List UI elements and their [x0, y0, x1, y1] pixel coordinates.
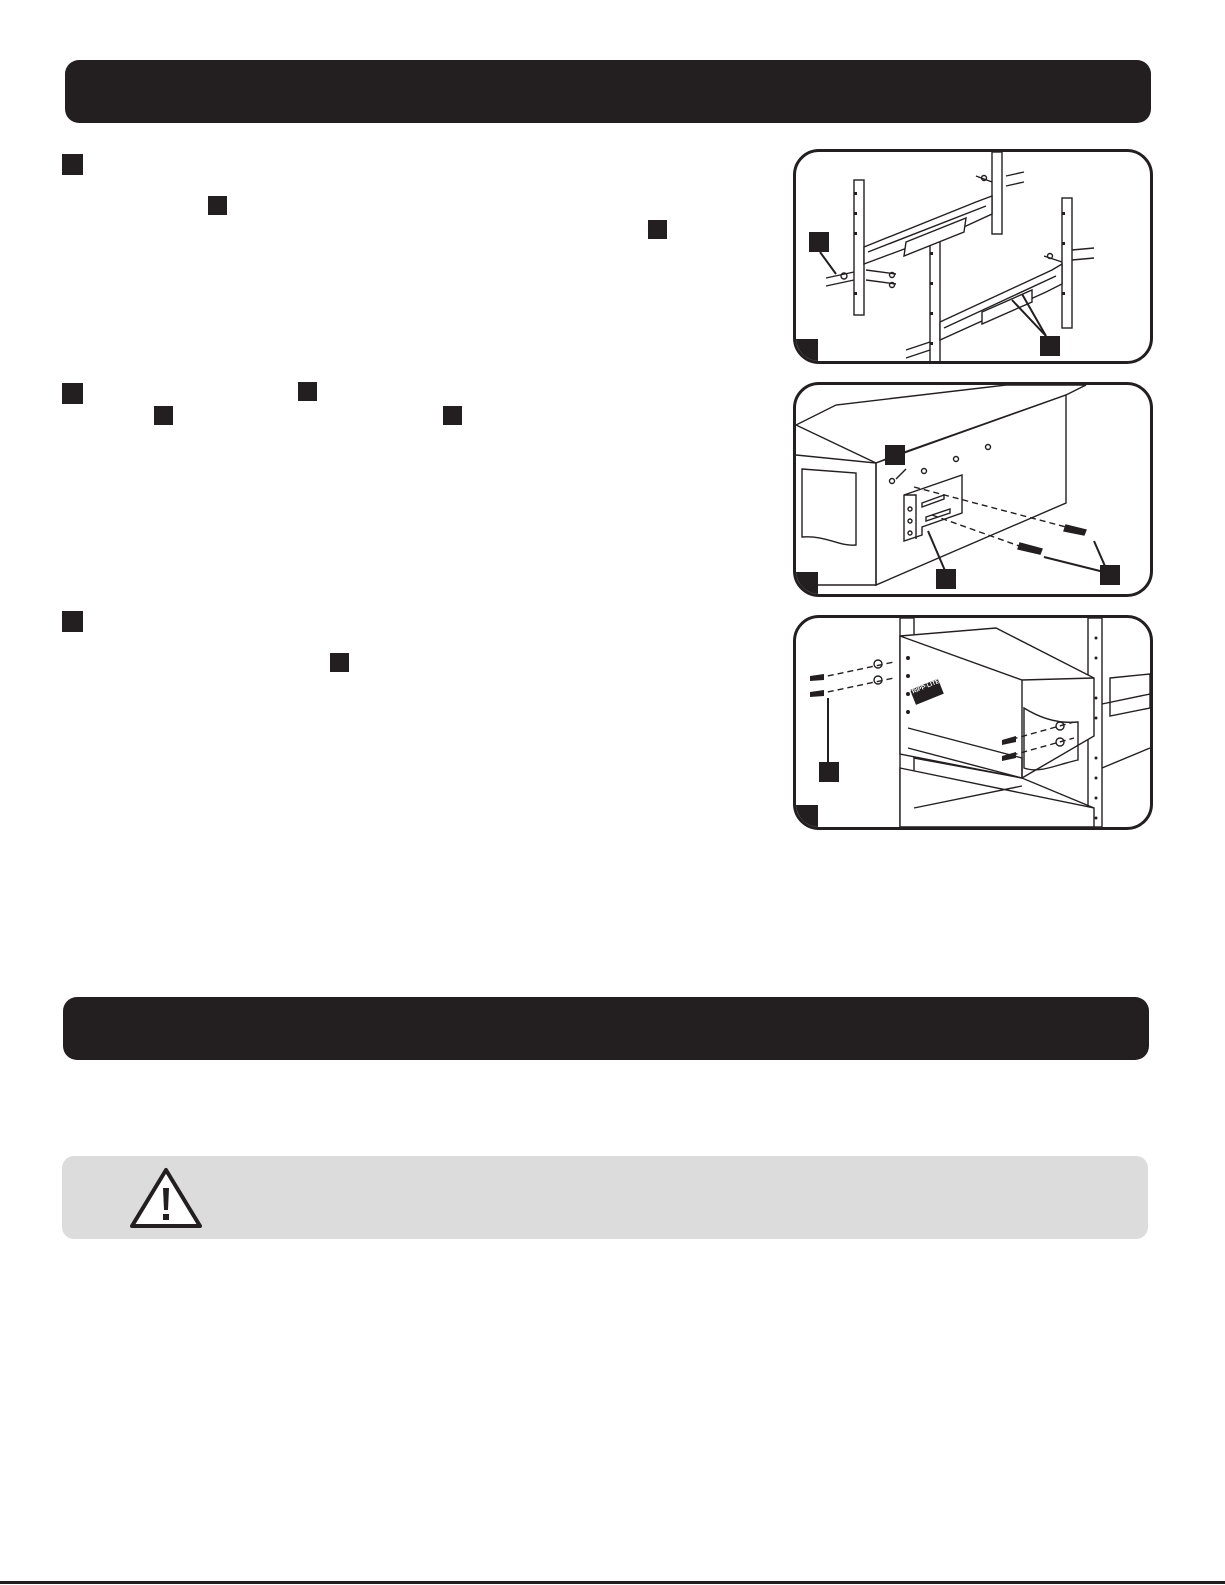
step-1-inline-marker-a — [208, 196, 227, 215]
bracket-attach-illustration — [796, 385, 1150, 594]
bottom-banner — [63, 997, 1149, 1060]
rack-mount-illustration — [796, 618, 1150, 827]
warning-box — [62, 1156, 1148, 1239]
figure-rack-mount — [793, 615, 1153, 830]
tripp-lite-logo: TRIPP·LITE — [908, 678, 941, 697]
step-2-inline-marker-b — [154, 406, 173, 425]
figure-3-callout-a — [819, 762, 839, 782]
step-1-marker — [62, 154, 83, 175]
step-1-inline-marker-b — [648, 220, 667, 239]
figure-1-corner-marker — [796, 339, 818, 361]
figure-bracket-attach — [793, 382, 1153, 597]
figure-1-callout-b — [1040, 336, 1060, 356]
figure-2-corner-marker — [796, 572, 818, 594]
figure-3-corner-marker — [796, 805, 818, 827]
figure-2-callout-b — [936, 569, 956, 589]
step-3-inline-marker-a — [330, 653, 349, 672]
figure-rail-install — [793, 149, 1153, 364]
figure-1-callout-a — [809, 232, 829, 252]
top-banner — [65, 60, 1151, 123]
warning-triangle-icon — [128, 1166, 204, 1230]
figure-2-callout-c — [1100, 565, 1120, 585]
step-2-inline-marker-c — [443, 406, 462, 425]
rail-install-illustration — [796, 152, 1150, 361]
step-2-marker — [62, 383, 83, 404]
step-3-marker — [62, 611, 83, 632]
figure-2-callout-a — [885, 445, 905, 465]
bottom-rule — [0, 1581, 1225, 1584]
step-2-inline-marker-a — [298, 382, 317, 401]
